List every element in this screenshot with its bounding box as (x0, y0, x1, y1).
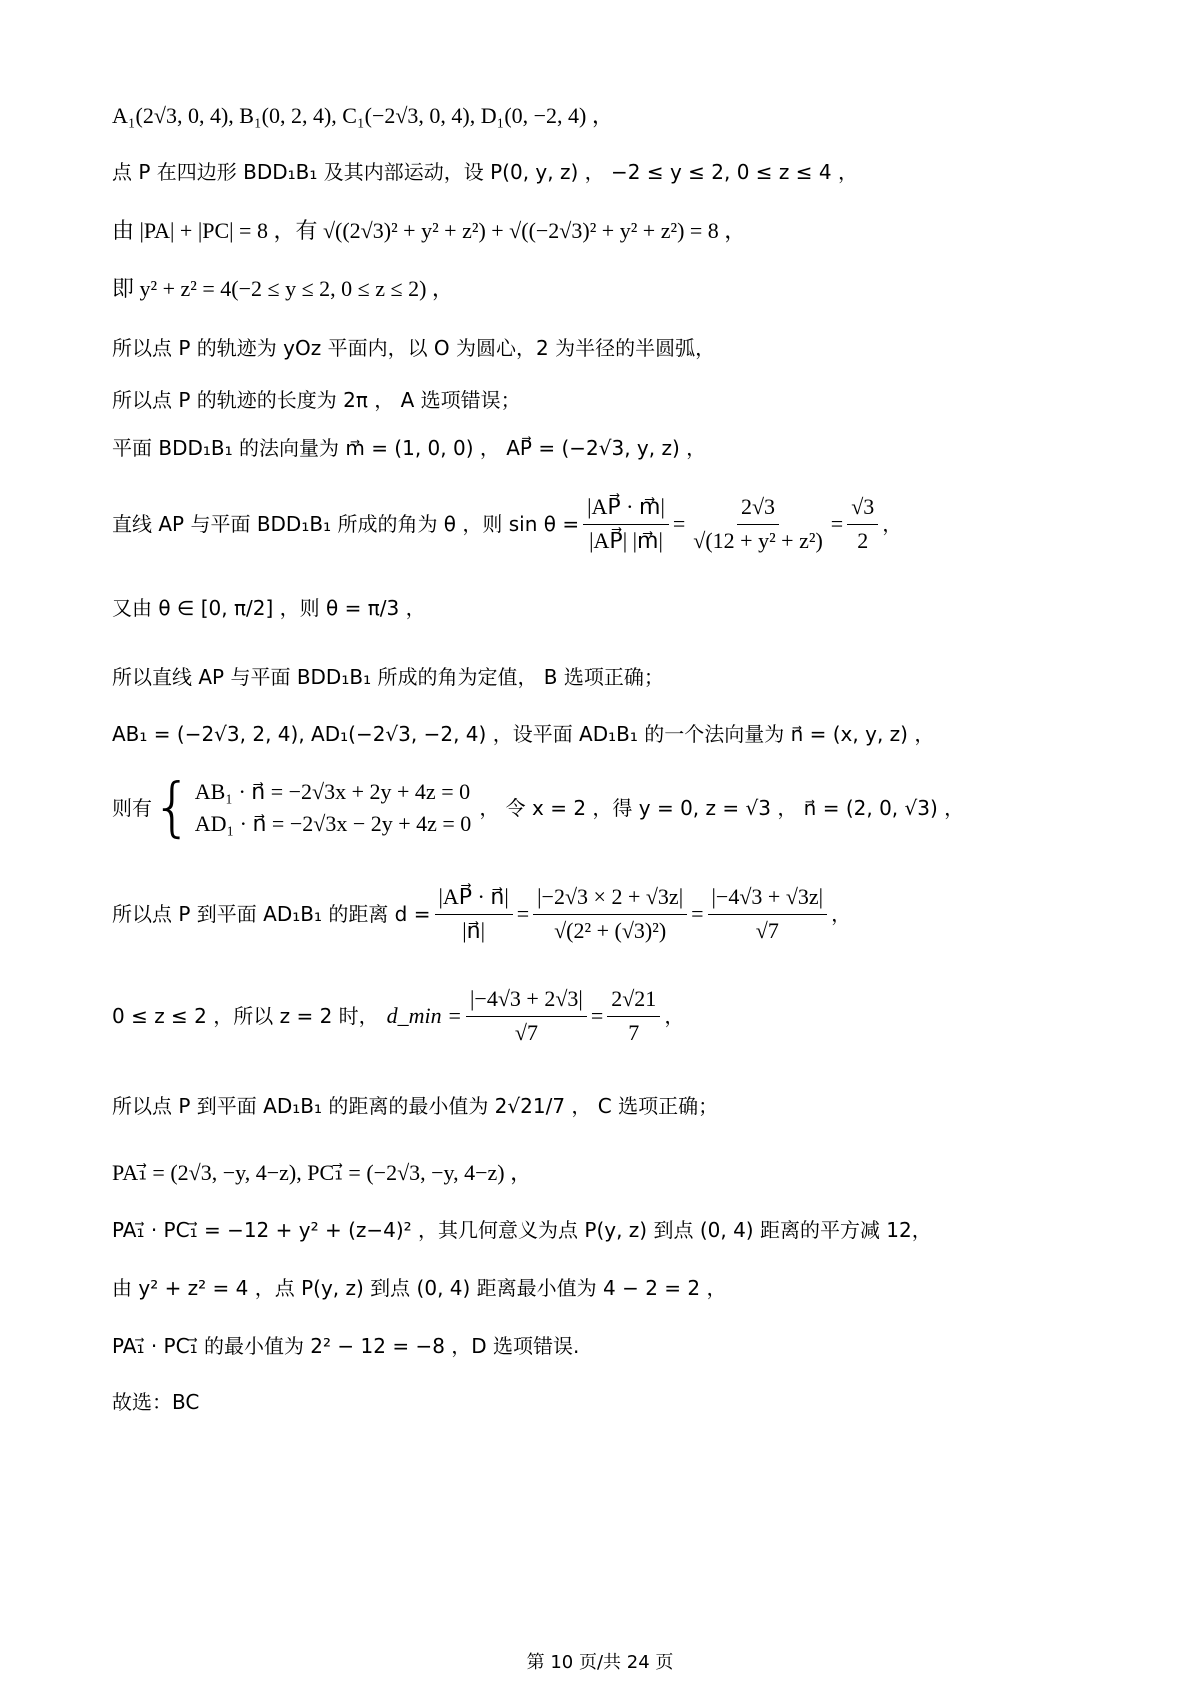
distance-suffix: ， (831, 902, 852, 926)
left-brace-icon: { (152, 771, 193, 845)
equals-sign: = (830, 510, 844, 536)
equals-sign: = (691, 900, 704, 926)
dmin-line (112, 980, 1140, 1052)
sine-fraction-3 (847, 494, 878, 554)
dmin-fraction-2 (607, 986, 660, 1046)
option-b-line: 所以直线 AP 与平面 BDD₁B₁ 所成的角为定值， B 选项正确； (112, 665, 664, 689)
dmin-suffix: ， (664, 1004, 685, 1028)
distance-fraction-2-denominator: √(2² + (√3)²) (554, 917, 667, 943)
equals-sign: = (516, 900, 530, 926)
sine-fraction-3-denominator: 2 (857, 527, 869, 553)
dot-product-line: PA₁⃗ · PC₁⃗ = −12 + y² + (z−4)² ，其几何意义为点 P(y, z) 到点 (0, 4) 距离的平方减 12， (112, 1218, 932, 1242)
normal-vector-line: 平面 BDD₁B₁ 的法向量为 m⃗ = (1, 0, 0) ， AP⃗ = (−2√3, y, z) ， (112, 436, 707, 460)
dmin-fraction-1-denominator: √7 (514, 1019, 538, 1045)
equation-system-line (112, 770, 1140, 846)
system-equation-2: AD₁ · n⃗ = −2√3x − 2y + 4z = 0 (194, 811, 472, 836)
distance-formula-line (112, 866, 1140, 962)
circle-equation-line: 即 y² + z² = 4(−2 ≤ y ≤ 2, 0 ≤ z ≤ 2) ， (112, 276, 454, 301)
distance-sum-equation-line: 由 |PA| + |PC| = 8 ，有 √((2√3)² + y² + z²) + √((−2√3)² + y² + z²) = 8 ， (112, 218, 747, 243)
equation-system (152, 771, 472, 845)
equals-sign: = (590, 1002, 604, 1028)
point-p-region-line: 点 P 在四边形 BDD₁B₁ 及其内部运动，设 P(0, y, z) ， −2 ≤ y ≤ 2, 0 ≤ z ≤ 4 ， (112, 160, 858, 184)
distance-fraction-1-numerator: |AP⃗ · n⃗| (435, 884, 513, 914)
angle-sine-prefix: 直线 AP 与平面 BDD₁B₁ 所成的角为 θ ，则 sin θ = (112, 512, 580, 536)
sine-fraction-3-numerator: √3 (847, 494, 878, 524)
distance-fraction-2-numerator: |−2√3 × 2 + √3z| (533, 884, 687, 914)
sine-fraction-1 (583, 494, 669, 554)
page-footer: 第 10 页/共 24 页 (526, 1652, 674, 1673)
option-d-line: PA₁⃗ · PC₁⃗ 的最小值为 2² − 12 = −8 ，D 选项错误. (112, 1334, 580, 1358)
pa1-pc1-vectors-line: PA₁⃗ = (2√3, −y, 4−z), PC₁⃗ = (−2√3, −y, 4−z) ， (112, 1160, 533, 1185)
dmin-fraction-1-numerator: |−4√3 + 2√3| (466, 986, 587, 1016)
sine-fraction-1-denominator: |AP⃗| |m⃗| (589, 527, 663, 553)
distance-fraction-2 (533, 884, 687, 944)
distance-fraction-1-denominator: |n⃗| (462, 917, 485, 943)
dmin-label: d_min = (386, 1002, 463, 1028)
sine-fraction-2-denominator: √(12 + y² + z²) (693, 527, 823, 553)
sine-fraction-2-numerator: 2√3 (737, 494, 779, 524)
system-prefix: 则有 (112, 796, 152, 820)
dmin-fraction-2-numerator: 2√21 (607, 986, 660, 1016)
equals-sign: = (672, 510, 686, 536)
distance-fraction-3 (708, 884, 828, 944)
answer-line: 故选：BC (112, 1390, 200, 1414)
system-suffix: ， 令 x = 2 ，得 y = 0, z = √3 ， n⃗ = (2, 0, √3) ， (479, 796, 965, 820)
dmin-fraction-2-denominator: 7 (628, 1019, 640, 1045)
sine-fraction-1-numerator: |AP⃗ · m⃗| (583, 494, 669, 524)
system-equation-1: AB₁ · n⃗ = −2√3x + 2y + 4z = 0 (194, 778, 471, 804)
distance-fraction-3-denominator: √7 (755, 917, 779, 943)
angle-sine-suffix: ， (882, 512, 903, 536)
distance-prefix: 所以点 P 到平面 AD₁B₁ 的距离 d = (112, 902, 431, 926)
min-distance-line: 由 y² + z² = 4 ，点 P(y, z) 到点 (0, 4) 距离最小值为 4 − 2 = 2 ， (112, 1276, 727, 1300)
angle-sine-line (112, 488, 1140, 560)
plane-vectors-line: AB₁ = (−2√3, 2, 4), AD₁(−2√3, −2, 4) ，设平面 AD₁B₁ 的一个法向量为 n⃗ = (x, y, z) ， (112, 722, 935, 746)
dmin-fraction-1 (466, 986, 587, 1046)
option-c-line: 所以点 P 到平面 AD₁B₁ 的距离的最小值为 2√21/7 ， C 选项正确； (112, 1094, 719, 1118)
distance-fraction-1 (435, 884, 513, 944)
coordinates-line: A₁(2√3, 0, 4), B₁(0, 2, 4), C₁(−2√3, 0, 4), D₁(0, −2, 4) ， (112, 103, 614, 128)
sine-fraction-2 (689, 494, 827, 554)
theta-range-line: 又由 θ ∈ [0, π/2] ，则 θ = π/3 ， (112, 596, 426, 620)
option-a-line: 所以点 P 的轨迹的长度为 2π ， A 选项错误； (112, 388, 521, 412)
trajectory-line: 所以点 P 的轨迹为 yOz 平面内，以 O 为圆心，2 为半径的半圆弧， (112, 336, 716, 360)
distance-fraction-3-numerator: |−4√3 + √3z| (708, 884, 828, 914)
z-range-text: 0 ≤ z ≤ 2 ，所以 z = 2 时， (112, 1004, 379, 1028)
